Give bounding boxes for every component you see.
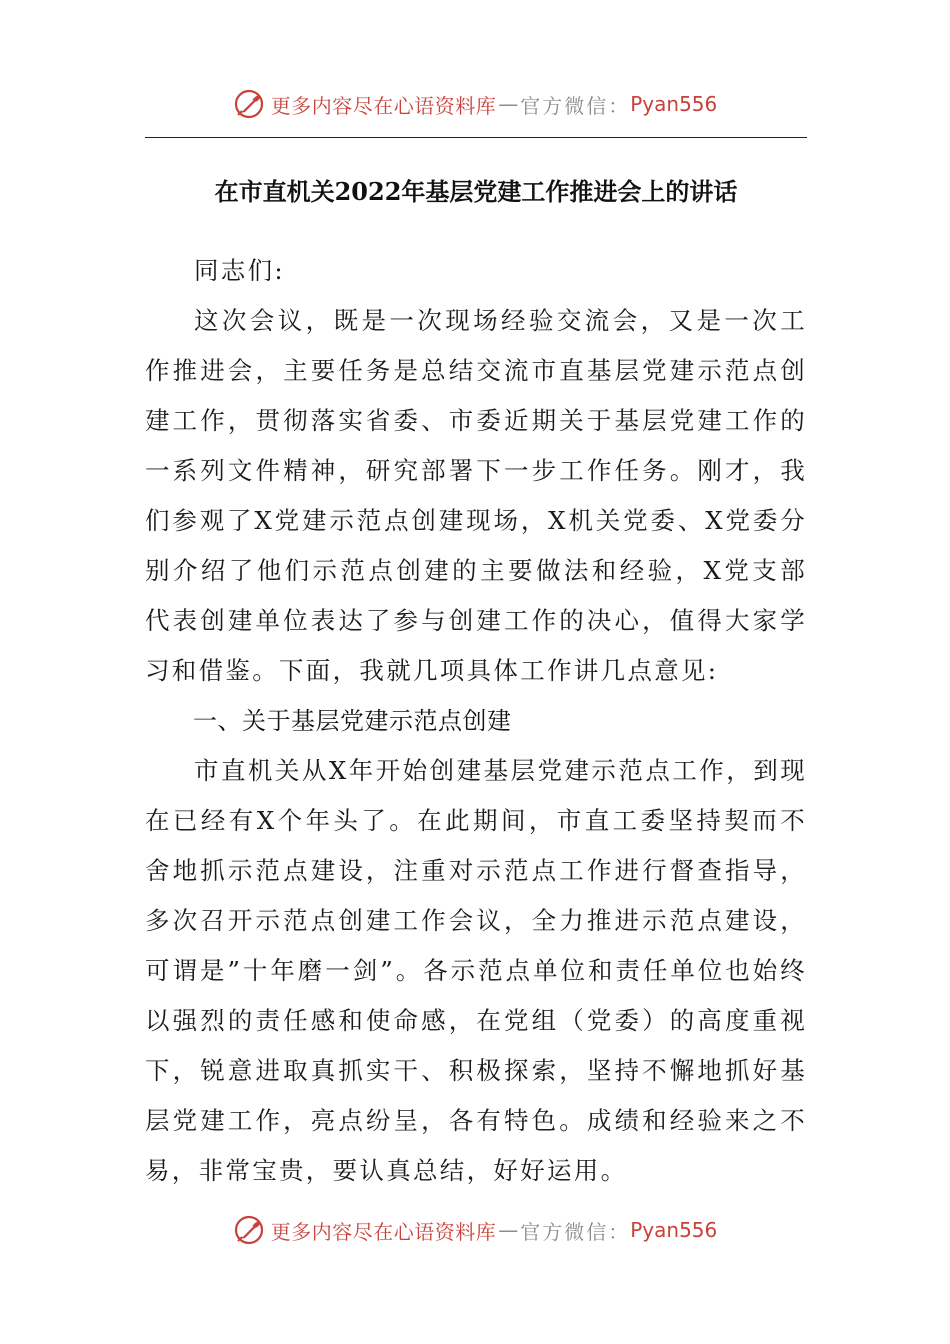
watermark-official-label: 官方微信： [520,1219,631,1244]
watermark-dash: — [498,1218,519,1242]
greeting: 同志们: [194,256,285,285]
quill-pen-icon [233,1214,265,1246]
quill-pen-icon [233,88,265,120]
watermark-brand: 更多内容尽在心语资料库 [270,1219,497,1244]
watermark-official-label: 官方微信： [520,93,631,118]
watermark-banner-bottom [0,1210,950,1250]
paragraph: 这次会议，既是一次现场经验交流会，又是一次工作推进会，主要任务是总结交流市直基层党建示范点创建工作，贯彻落实省委、市委近期关于基层党建工作的一系列文件精神，研究部署下一步工作任务。刚才，我们参观了X党建示范点创建现场，X机关党委、X党委分别介绍了他们示范点创建的主要做法和经验，X党支部代表创建单位表达了参与创建工作的决心，值得大家学习和借鉴。下面，我就几项具体工作讲几点意见: [145,306,807,685]
watermark-brand: 更多内容尽在心语资料库 [270,93,497,118]
document-body [145,246,807,1196]
watermark-wechat-id: Pyan556 [630,92,718,116]
paragraph: 市直机关从X年开始创建基层党建示范点工作，到现在已经有X个年头了。在此期间，市直工委坚持契而不舍地抓示范点建设，注重对示范点工作进行督查指导，多次召开示范点创建工作会议，全力推进示范点建设，可谓是”十年磨一剑”。各示范点单位和责任单位也始终以强烈的责任感和使命感，在党组（党委）的高度重视下，锐意进取真抓实干、积极探索，坚持不懈地抓好基层党建工作，亮点纷呈，各有特色。成绩和经验来之不易，非常宝贵，要认真总结，好好运用。 [145,756,807,1185]
document-title: 在市直机关2022年基层党建工作推进会上的讲话 [214,177,738,206]
watermark-wechat-id: Pyan556 [630,1218,718,1242]
watermark-dash: — [498,92,519,116]
section-heading: 一、关于基层党建示范点创建 [193,707,512,735]
watermark-banner-top [0,84,950,124]
header-rule [145,137,807,138]
